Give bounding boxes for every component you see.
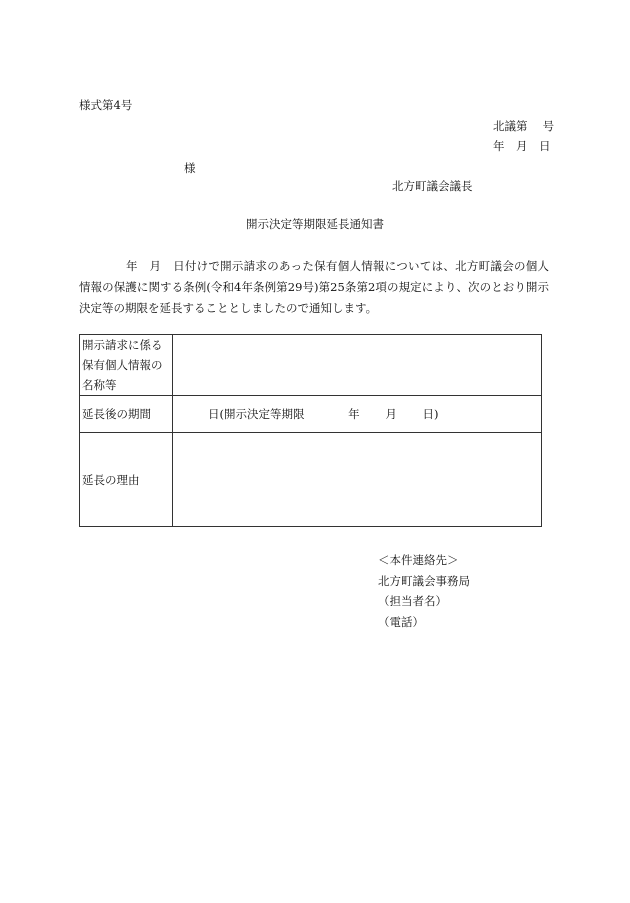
table-row bbox=[80, 335, 542, 396]
table-row bbox=[80, 396, 542, 433]
row-label-reason: 延長の理由 bbox=[80, 433, 173, 527]
row-value-info-name bbox=[173, 335, 542, 396]
period-date-text: 日) bbox=[422, 407, 439, 421]
recipient-honorific: 様 bbox=[184, 161, 196, 175]
period-month-text: 月 bbox=[385, 407, 397, 421]
document-title: 開示決定等期限延長通知書 bbox=[246, 217, 384, 231]
form-number: 様式第4号 bbox=[79, 98, 133, 112]
row-label-extended-period: 延長後の期間 bbox=[80, 396, 173, 433]
contact-person: （担当者名） bbox=[378, 594, 447, 608]
contact-heading: ＜本件連絡先＞ bbox=[378, 553, 459, 567]
contact-block bbox=[378, 550, 470, 632]
document-number: 北議第 号 bbox=[493, 119, 555, 133]
table-row bbox=[80, 433, 542, 527]
contact-office: 北方町議会事務局 bbox=[378, 573, 470, 588]
row-value-extended-period bbox=[173, 396, 542, 433]
period-year-text: 年 bbox=[348, 407, 360, 421]
detail-table bbox=[79, 334, 542, 527]
document-date: 年 月 日 bbox=[493, 139, 551, 153]
row-label-info-name: 開示請求に係る保有個人情報の名称等 bbox=[80, 335, 173, 396]
notice-body: 年 月 日付けで開示請求のあった保有個人情報については、北方町議会の個人情報の保護に関する条例(令和4年条例第29号)第25条第2項の規定により、次のとおり開示決定等の期限を延長することとしましたので通知します。 bbox=[79, 259, 549, 315]
sender-name: 北方町議会議長 bbox=[392, 179, 473, 193]
row-value-reason bbox=[173, 433, 542, 527]
period-days-text: 日(開示決定等期限 bbox=[208, 407, 305, 421]
contact-phone: （電話） bbox=[378, 614, 424, 629]
